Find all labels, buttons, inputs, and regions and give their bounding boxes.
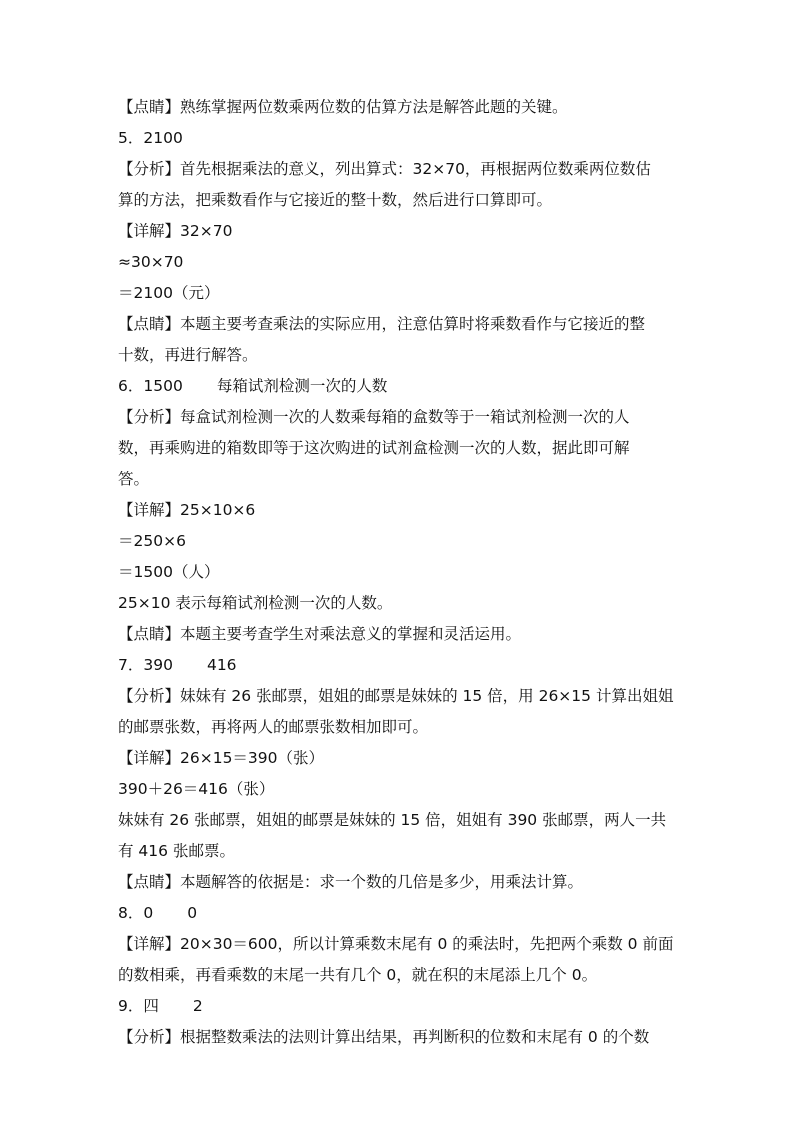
text-line: 有 416 张邮票。 [118, 842, 235, 860]
text-line: 【点睛】熟练掌握两位数乘两位数的估算方法是解答此题的关键。 [118, 98, 568, 116]
answer-part: 每箱试剂检测一次的人数 [216, 377, 388, 395]
text-line: ＝250×6 [118, 532, 186, 550]
answer-part: 6．1500 [118, 377, 183, 395]
text-line: 【分析】妹妹有 26 张邮票，姐姐的邮票是妹妹的 15 倍，用 26×15 计算出姐姐 [118, 687, 674, 705]
answer-part: 2 [192, 997, 203, 1015]
text-line: 妹妹有 26 张邮票，姐姐的邮票是妹妹的 15 倍，姐姐有 390 张邮票，两人一共 [118, 811, 667, 829]
answer-part: 9．四 [118, 997, 159, 1015]
text-line: 25×10 表示每箱试剂检测一次的人数。 [118, 594, 393, 612]
answer-part: 416 [206, 656, 237, 674]
text-line: 答。 [118, 470, 150, 488]
answer-line: 5．2100 [118, 129, 183, 147]
answer-line [118, 371, 678, 402]
text-line: 【点睛】本题主要考查学生对乘法意义的掌握和灵活运用。 [118, 625, 522, 643]
answer-line [118, 991, 678, 1022]
text-line: 【点睛】本题主要考查乘法的实际应用，注意估算时将乘数看作与它接近的整 [118, 315, 646, 333]
text-line: 算的方法，把乘数看作与它接近的整十数，然后进行口算即可。 [118, 191, 553, 209]
text-line: ≈30×70 [118, 253, 184, 271]
answer-part: 0 [187, 904, 198, 922]
document-page [118, 92, 678, 1053]
text-line: 数，再乘购进的箱数即等于这次购进的试剂盒检测一次的人数，据此即可解 [118, 439, 630, 457]
text-line: 390＋26＝416（张） [118, 780, 275, 798]
text-line: 【点睛】本题解答的依据是：求一个数的几倍是多少，用乘法计算。 [118, 873, 584, 891]
text-line: 【详解】25×10×6 [118, 501, 256, 519]
text-line: ＝2100（元） [118, 284, 220, 302]
answer-part: 8．0 [118, 904, 154, 922]
text-line: 【分析】每盒试剂检测一次的人数乘每箱的盒数等于一箱试剂检测一次的人 [118, 408, 630, 426]
text-line: 【分析】首先根据乘法的意义，列出算式：32×70，再根据两位数乘两位数估 [118, 160, 651, 178]
text-line: ＝1500（人） [118, 563, 220, 581]
text-line: 的邮票张数，再将两人的邮票张数相加即可。 [118, 718, 429, 736]
text-line: 【详解】26×15＝390（张） [118, 749, 325, 767]
text-line: 【详解】20×30＝600，所以计算乘数末尾有 0 的乘法时，先把两个乘数 0 前面 [118, 935, 674, 953]
text-line: 十数，再进行解答。 [118, 346, 258, 364]
text-line: 【详解】32×70 [118, 222, 233, 240]
answer-line [118, 898, 678, 929]
answer-line [118, 650, 678, 681]
text-line: 的数相乘，再看乘数的末尾一共有几个 0，就在积的末尾添上几个 0。 [118, 966, 598, 984]
answer-part: 7．390 [118, 656, 173, 674]
text-line: 【分析】根据整数乘法的法则计算出结果，再判断积的位数和末尾有 0 的个数 [118, 1028, 650, 1046]
